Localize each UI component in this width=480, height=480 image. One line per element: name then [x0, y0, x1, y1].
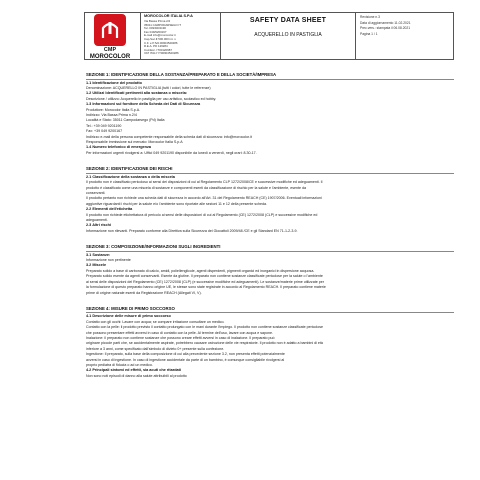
paragraph-line: Indirizzo: Via Bassa Prima n.2/4	[86, 112, 137, 117]
paragraph-line: prodotto è classificato come una miscela di sostanze e componenti esenti da classificazione di rischio per la salute e l'ambiente, esente da	[86, 185, 307, 190]
company-info	[140, 12, 220, 60]
section-title: SEZIONE 2: IDENTIFICAZIONE DEI RISCHI	[86, 166, 454, 174]
company-line: Fax 049/9200167	[144, 29, 167, 34]
revision-lines	[360, 15, 450, 37]
logo-brand-text: MOROCOLOR	[89, 54, 131, 60]
paragraph-line: Fax: +39 049 9200167	[86, 129, 123, 134]
subsection-heading: 1.3 Informazioni sul fornitore della Scheda dei Dati di Sicurezza	[86, 102, 201, 107]
paragraph-line: inferiore a 3 anni, come specificato dall'simbolo di divieto 0+ presente sulla confezione.	[86, 346, 225, 351]
paragraph-line: ai sensi delle disposizioni del Regolamento (CE) 1272/2008 (CLP) (e successive modifiche ed adeguamenti). Le sostanze/materie prime utilizzate per	[86, 279, 324, 284]
section-4	[86, 306, 454, 379]
subsection-heading: 2.1 Classificazione della sostanza o della miscela	[86, 174, 175, 179]
paragraph-line: Descrizione / utilizzo: Acquerello in pastiglia per uso artistico, scolastico ed hobby.	[86, 96, 217, 101]
subsection-heading: 3.2 Miscele	[86, 263, 107, 268]
logo-mark-icon	[94, 14, 126, 46]
paragraph-line: Il prodotto non richiede etichettatura di pericolo ai sensi delle disposizioni di cui al Regolamento (CE) 1272/2008 (CLP) e successive modifiche ed	[86, 212, 318, 217]
paragraph-line: Informazione non rilevanti. Preparato conforme alla Direttiva sulla Sicurezza dei Giocattoli 2009/48 /CE e gli Standard EN 71-1-2-3-9.	[86, 228, 298, 233]
paragraph-line: Il prodotto non è classificato pericoloso ai sensi dei disposizioni di cui al Regolamento CLP 1272/2008/CE e successive modifiche ed adeguamenti. Il	[86, 180, 323, 185]
company-line: Cod.Ecc. IT00120987	[144, 47, 172, 52]
paragraph-line: Località e Stato: 35011 Campodarsego (Pd) Italia	[86, 118, 165, 123]
section-3	[86, 244, 454, 296]
company-name: MOROCOLOR ITALIA S.P.A	[144, 14, 193, 18]
document-title: SAFETY DATA SHEET	[249, 17, 327, 24]
paragraph-line: proprio pediatra di fiducia o ad un medico.	[86, 363, 153, 368]
company-line: Tel. 049/9201190	[144, 26, 166, 31]
product-name: ACQUERELLO IN PASTIGLIA	[254, 32, 322, 38]
section-title: SEZIONE 3: COMPOSIZIONE/INFORMAZIONI SUGLI INGREDIENTI	[86, 244, 454, 252]
company-line: C.F. e P.IVA 00904520286	[144, 40, 178, 45]
paragraph-line: Informazione non pertinente	[86, 258, 131, 263]
subsection-heading: 1.2 Utilizzi Identificati pertinenti alla sostanza o miscela:	[86, 91, 188, 96]
brand-logo	[86, 14, 134, 60]
company-line: E-mail info@morocolor.it	[144, 33, 176, 38]
paragraph-line: avversi in caso di ingestione. In caso di ingestione accidentale da parte di un bambino, è comunque consigliabile rivolgersi al	[86, 357, 285, 362]
paragraph-line: Non sono noti episodi di danno alla salute attribuibili al prodotto	[86, 373, 187, 378]
logo-mark-text: CMP	[103, 47, 117, 53]
paragraph-line: Per informazioni urgenti rivolgersi a: Uffici 049 9201190 disponibile da lunedì a venerdì, negli orari: 8.30-17.	[86, 150, 257, 155]
revision-line: Revisione n.3	[360, 15, 380, 19]
company-address-lines	[144, 20, 217, 56]
section-title: SEZIONE 4: MISURE DI PRIMO SOCCORSO	[86, 306, 454, 314]
revision-line: Pagina 1 / 1	[360, 31, 378, 36]
revision-line: Prec.vers.: stampata il 06.08.2021	[360, 26, 411, 31]
subsection-heading: 2.3 Altri rischi	[86, 223, 111, 228]
company-line: Via Bassa Prima 2/4	[144, 19, 171, 23]
company-line: VAT ITALY IT00904520286	[144, 51, 179, 56]
paragraph-line: aggiuntive riguardanti i rischi per la salute e/o l'ambiente sono riportate alle sezioni 11 e 12 della presente scheda.	[86, 201, 268, 206]
paragraph-line: che possono presentare effetti avversi in caso di contatto con la pelle. Al termine dell'uso, lavare con acqua e sapone.	[86, 330, 274, 335]
company-line: R.E.A. PD 126284	[144, 44, 168, 49]
paragraph-line: Responsabile immissione sul mercato: Morocolor Italia S.p.A	[86, 139, 183, 144]
paragraph-line: Preparato solido esente da agenti conservanti. Esente da glutine. Il preparato non contiene sostanze classificate pericolose per la salute o l'ambiente	[86, 274, 323, 279]
paragraph-line: originare piccole parti che, se accidentalmente aspirate, potrebbero causare ostruzione delle vie respiratorie. Il prodotto non è adatto a bambini di età	[86, 341, 323, 346]
subsection-heading: 4.1 Descrizione delle misure di primo soccorso	[86, 314, 171, 319]
paragraph-line: Contatto con gli occhi: Lavare con acqua; se compare irritazione consultare un medico.	[86, 319, 225, 324]
paragraph-line: Ingestione: Il preparato, sulla base della composizione di cui alla precedente sezione 3.2, non presenta effetti potenzialmente	[86, 352, 285, 357]
revision-info	[356, 12, 454, 60]
paragraph-line: Tel.: +39 049 9201190	[86, 123, 122, 128]
subsection-heading: 3.1 Sostanze:	[86, 252, 111, 257]
section-2	[86, 166, 454, 234]
paragraph-line: Inalazione: il preparato non contiene sostanze che possono creare effetti avversi in caso di inalazione. Il preparato può	[86, 336, 275, 341]
paragraph-line: adeguamenti.	[86, 217, 108, 222]
revision-line: Data di aggiornamento 11.02.2021	[360, 20, 411, 25]
company-line: 35011 CAMPODARSEGO IT	[144, 22, 182, 27]
subsection-heading: 1.4 Numero telefonico di emergenza	[86, 145, 151, 150]
paragraph-line: Contatto con la pelle: il prodotto previsto il contatto prolungato con le mani durante l'impiego. Il prodotto non contiene sostanze classificate pericolose	[86, 325, 324, 330]
paragraph-line: Denominazione: ACQUERELLO IN PASTIGLIA (tutti i colori, tutte le referenze)	[86, 85, 211, 90]
section-1	[86, 72, 454, 156]
paragraph-line: conservanti.	[86, 190, 106, 195]
subsection-heading: 4.2 Principali sintomi ed effetti, sia acuti che ritardati	[86, 368, 181, 373]
paragraph-line: Il prodotto pertanto non richiede una scheda dati di sicurezza in accordo all'Art. 31 del Regolamento REACH (CE) 1907/2006. Eventuali informazioni	[86, 196, 322, 201]
paragraph-line: la formulazione di questo preparato hanno origine UE, le stesse sono state registrate in accordo al Regolamento REACH. Il preparato contiene materie	[86, 285, 326, 290]
paragraph-line: Preparato solido a base di carbonato di calcio, amidi, poliellenglicole, agenti disperdenti, pigmenti organici ed inorganici in dispersione acquosa.	[86, 268, 315, 273]
paragraph-line: Produttore: Morocolor Italia S.p.A.	[86, 107, 141, 112]
paragraph-line: prime di origine naturale esenti da Registrazione REACH (Allegati VI, V).	[86, 290, 202, 295]
subsection-heading: 1.1 Identificazione del prodotto	[86, 80, 142, 85]
company-line: Cap.Soc.€ 500.000 int. v.	[144, 36, 177, 41]
document-title-block	[220, 12, 356, 60]
section-title: SEZIONE 1: IDENTIFICAZIONE DELLA SOSTANZA/PREPARATO E DELLA SOCIETÀ/IMPRESA	[86, 72, 454, 80]
document-body	[86, 72, 454, 385]
subsection-heading: 2.2 Elementi dell'etichetta	[86, 207, 133, 212]
paragraph-line: Indirizzo e-mail della persona competente responsabile della scheda dati di sicurezza: info@morocolor.it	[86, 134, 252, 139]
